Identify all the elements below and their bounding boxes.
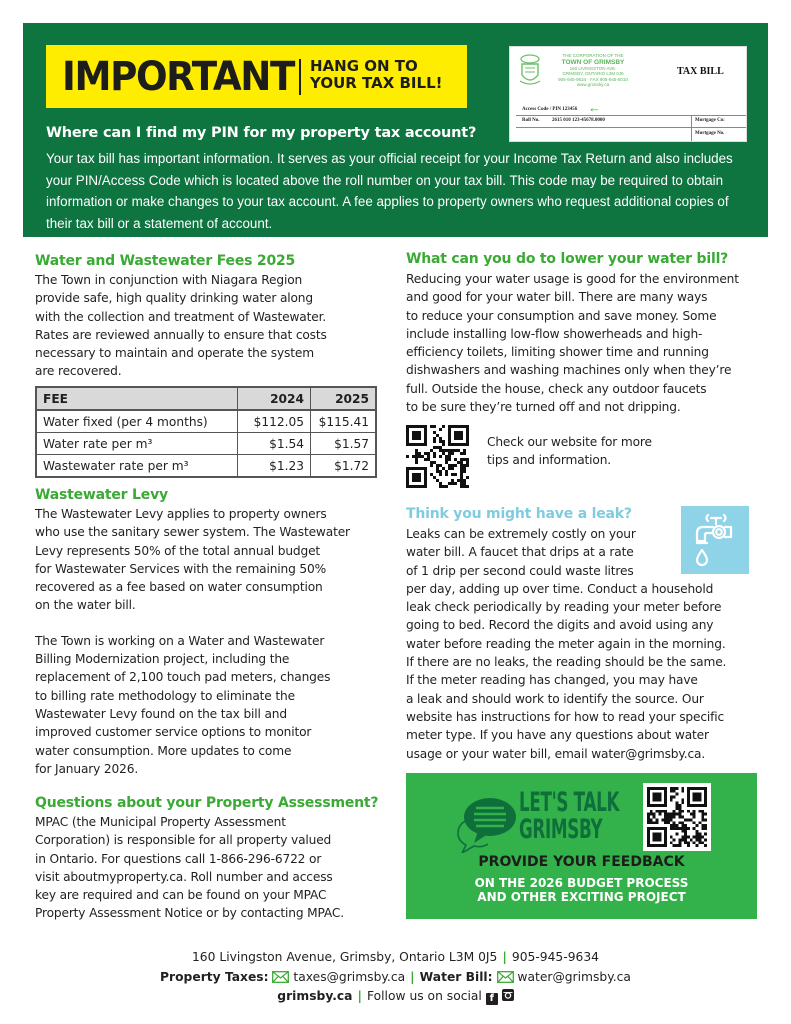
footer-line-3: [0, 987, 791, 1007]
speech-bubbles-icon: [456, 793, 518, 853]
mortgage-no-label: Mortgage No.: [695, 131, 725, 136]
mortgage-co-label: Mortgage Co:: [695, 118, 725, 123]
assessment-heading: Questions about your Property Assessment?: [35, 795, 379, 811]
lower-bill-heading: What can you do to lower your water bill?: [406, 251, 729, 267]
text-line: water before reading the meter again in the morning.: [406, 636, 726, 651]
text-line: who use the sanitary sewer system. The Wastewater: [35, 525, 350, 540]
corp-line: THE CORPORATION OF THE: [562, 53, 624, 58]
table-cell: Water rate per m³: [36, 433, 238, 455]
table-cell: $1.23: [238, 455, 311, 478]
divider: |: [357, 989, 362, 1003]
table-cell: $1.57: [311, 433, 377, 455]
text-line: recovered as a fee based on water consumption: [35, 580, 323, 595]
divider: |: [502, 950, 507, 964]
fee-table: [35, 386, 377, 478]
footer: [0, 948, 791, 1007]
tax-bill-rule: [516, 115, 746, 116]
website-link[interactable]: grimsby.ca: [277, 989, 353, 1003]
corp-web: www.grimsby.ca: [576, 82, 610, 87]
text-line: to be sure they’re turned off and not dripping.: [406, 400, 681, 415]
text-line: The Wastewater Levy applies to property owners: [35, 507, 327, 521]
levy-heading: Wastewater Levy: [35, 487, 168, 503]
footer-address: 160 Livingston Avenue, Grimsby, Ontario L3M 0J5: [191, 950, 498, 964]
text-line: with the collection and treatment of Wastewater.: [35, 309, 327, 324]
text-line: for Wastewater Services with the remaining 50%: [35, 561, 327, 576]
pin-question-heading: Where can I find my PIN for my property tax account?: [46, 125, 477, 141]
corp-address-1: 160 LIVINGSTON AVE.: [569, 65, 617, 71]
tax-bill-divider: [691, 115, 692, 142]
text-line: The Town is working on a Water and Wastewater: [35, 633, 325, 648]
text-line: for January 2026.: [35, 761, 139, 776]
table-cell: $1.72: [311, 455, 377, 478]
table-cell: Wastewater rate per m³: [36, 455, 238, 478]
table-row: [36, 410, 376, 433]
text-line: If there are no leaks, the reading should be the same.: [406, 655, 727, 670]
text-line: visit aboutmyproperty.ca. Roll number and access: [35, 869, 333, 884]
promo-subtext: [406, 876, 757, 904]
text-line: provide safe, high quality drinking water along: [35, 291, 313, 306]
text-line: Rates are reviewed annually to ensure that costs: [35, 327, 327, 342]
email-icon: [272, 971, 289, 983]
provide-feedback-text: PROVIDE YOUR FEEDBACK: [478, 854, 685, 870]
text-line: per day, adding up over time. Conduct a household: [406, 581, 714, 596]
text-line: of 1 drip per second could waste litres: [406, 563, 634, 578]
footer-phone[interactable]: 905-945-9634: [511, 950, 599, 964]
qr-code-feedback-icon[interactable]: [647, 787, 707, 847]
tax-bill-corporation: [548, 53, 638, 88]
table-header-2024: 2024: [238, 387, 311, 410]
text-line: going to bed. Record the digits and avoid using any: [406, 618, 714, 633]
tax-bill-title: TAX BILL: [677, 66, 724, 77]
text-line: full. Outside the house, check any outdoor faucets: [406, 381, 707, 396]
table-header-2025: 2025: [311, 387, 377, 410]
email-icon: [497, 971, 514, 983]
levy-body: [35, 505, 350, 778]
text-line: ON THE 2026 BUDGET PROCESS: [474, 876, 689, 890]
important-banner: [46, 45, 467, 108]
text-line: Property Assessment Notice or by contacting MPAC.: [35, 906, 344, 921]
lets-talk-line: LET'S TALK: [519, 787, 620, 818]
text-line: AND OTHER EXCITING PROJECT: [477, 890, 686, 904]
table-cell: $1.54: [238, 433, 311, 455]
text-line: water consumption. More updates to come: [35, 743, 292, 758]
fees-body: [35, 271, 327, 381]
instagram-icon[interactable]: [502, 989, 514, 1001]
water-bill-label: Water Bill:: [419, 969, 493, 984]
text-line: Levy represents 50% of the total annual budget: [35, 543, 321, 558]
table-header-row: [36, 387, 376, 410]
text-line: Check our website for more: [487, 435, 652, 449]
roll-number: 2615 010 123-45678.0000: [552, 118, 605, 123]
text-line: water bill. A faucet that drips at a rate: [406, 545, 634, 560]
roll-label: Roll No.: [522, 118, 540, 123]
property-taxes-label: Property Taxes:: [160, 969, 269, 984]
table-cell: $112.05: [238, 410, 311, 433]
text-line: Billing Modernization project, including the: [35, 652, 290, 667]
grimsby-crest-icon: [518, 53, 542, 87]
leak-heading: Think you might have a leak?: [406, 506, 632, 522]
text-line: leak check periodically by reading your meter before: [406, 600, 722, 615]
corp-address-2: GRIMSBY, ONTARIO L3M 0J5: [562, 71, 624, 76]
text-line: key are required and can be found on your MPAC: [35, 888, 327, 903]
divider: |: [410, 969, 415, 984]
assessment-body: [35, 813, 344, 923]
table-header-fee: FEE: [36, 387, 238, 410]
table-row: [36, 455, 376, 478]
text-line: Wastewater Levy found on the tax bill and: [35, 706, 287, 721]
social-text: Follow us on social: [366, 989, 482, 1003]
footer-line-1: [0, 948, 791, 968]
banner-subtitle: [310, 58, 442, 92]
leak-body: [406, 525, 726, 763]
text-line: and good for your water bill. There are many ways: [406, 290, 708, 305]
text-line: are recovered.: [35, 364, 122, 379]
text-line: a leak and should work to identify the source. Our: [406, 691, 704, 706]
table-row: [36, 433, 376, 455]
text-line: Reducing your water usage is good for the environment: [406, 272, 739, 286]
text-line: to billing rate methodology to eliminate the: [35, 688, 295, 703]
text-line: improved customer service options to monitor: [35, 725, 312, 740]
text-line: on the water bill.: [35, 598, 136, 613]
lower-bill-body: [406, 270, 739, 416]
text-line: meter type. If you have any questions about water: [406, 728, 709, 743]
access-code-label: Access Code / PIN 123456: [522, 107, 578, 112]
corp-town: TOWN OF GRIMSBY: [561, 58, 625, 66]
arrow-left-icon: ←: [588, 100, 601, 115]
text-line: If the meter reading has changed, you may have: [406, 673, 698, 688]
text-line: Corporation) is responsible for all property valued: [35, 833, 332, 848]
fees-heading: Water and Wastewater Fees 2025: [35, 253, 296, 269]
tax-bill-sample-image: [509, 46, 747, 142]
footer-line-2: [0, 968, 791, 988]
text-line: replacement of 2,100 touch pad meters, changes: [35, 670, 331, 685]
banner-line-1: HANG ON TO: [310, 57, 418, 75]
text-line: tips and information.: [487, 453, 611, 468]
taxes-email-link[interactable]: taxes@grimsby.ca: [293, 969, 406, 984]
grimsby-line: GRIMSBY: [519, 814, 603, 845]
water-email-link[interactable]: water@grimsby.ca: [517, 969, 631, 984]
text-line: to reduce your consumption and save money. Some: [406, 308, 717, 323]
text-line: dishwashers and washing machines only when they’re: [406, 363, 732, 378]
facebook-icon[interactable]: f: [486, 993, 498, 1005]
text-line: MPAC (the Municipal Property Assessment: [35, 815, 286, 829]
qr-caption: [487, 433, 652, 470]
text-line: efficiency toilets, limiting shower time and running: [406, 345, 709, 360]
pin-body-text: Your tax bill has important information. It serves as your official receipt for your Income Tax Return and also includes your PIN/Access Code which is located above the roll number on your tax bill. This code may be required to obtain information or make changes to your tax account. A fee applies to property owners who request additional copies of their tax bill or a statement of account.: [46, 151, 733, 231]
text-line: website has instructions for how to read your specific: [406, 709, 725, 724]
text-line: in Ontario. For questions call 1-866-296-6722 or: [35, 851, 322, 866]
qr-code-tips-icon[interactable]: [406, 425, 469, 488]
banner-divider: [299, 59, 301, 95]
banner-important: IMPORTANT: [62, 54, 294, 100]
table-cell: $115.41: [311, 410, 377, 433]
table-cell: Water fixed (per 4 months): [36, 410, 238, 433]
banner-line-2: YOUR TAX BILL!: [310, 74, 443, 92]
corp-phone: 905-945-9634 · FAX 905-945-5010: [558, 76, 628, 82]
text-line: Leaks can be extremely costly on your: [406, 527, 636, 541]
tax-bill-rule: [516, 127, 746, 128]
text-line: The Town in conjunction with Niagara Region: [35, 273, 303, 287]
text-line: necessary to maintain and operate the system: [35, 346, 314, 361]
lets-talk-logo-text: [519, 789, 619, 843]
text-line: include installing low-flow showerheads and high-: [406, 326, 703, 341]
text-line: usage or your water bill, email water@grimsby.ca.: [406, 746, 706, 761]
